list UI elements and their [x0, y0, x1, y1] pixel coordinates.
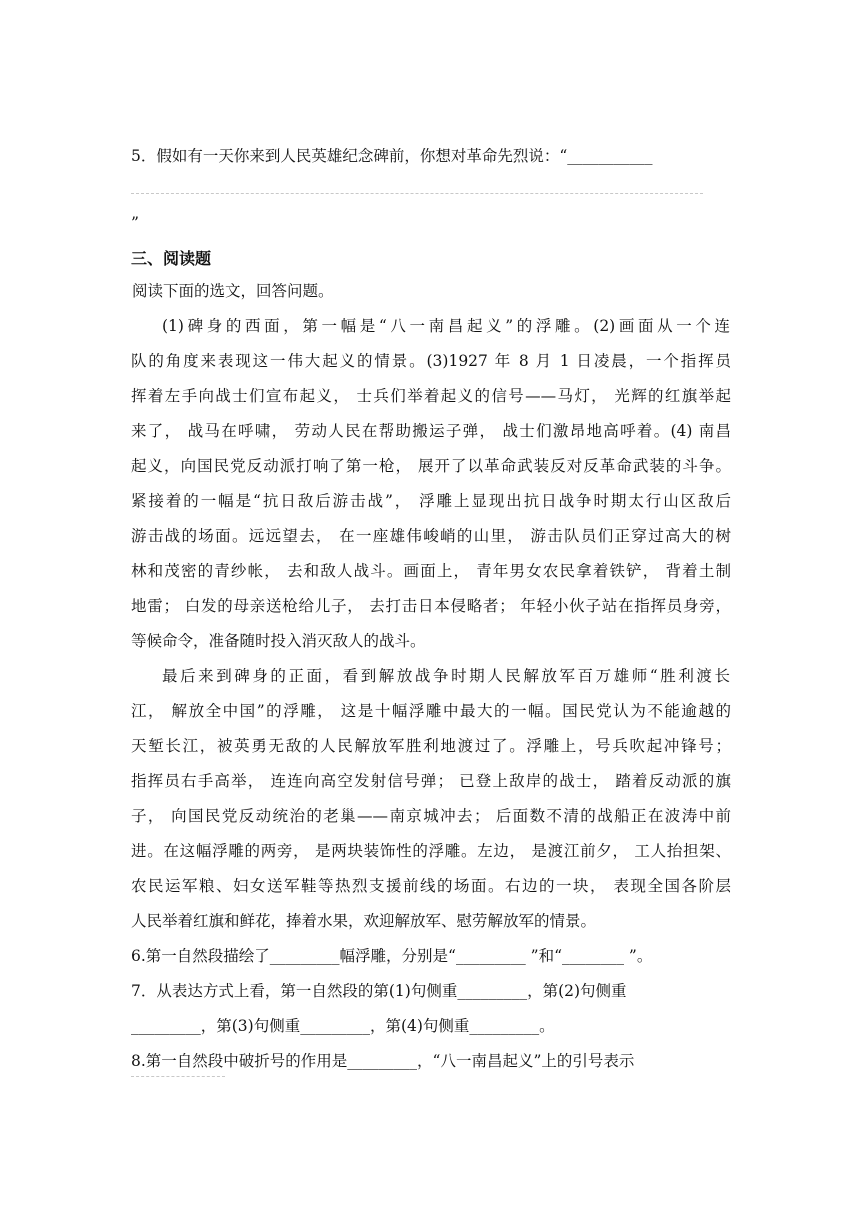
- passage-line: 人民举着红旗和鲜花，捧着水果，欢迎解放军、慰劳解放军的情景。: [131, 912, 597, 930]
- passage-line: 农民运军粮、妇女送军鞋等热烈支援前线的场面。右边的一块， 表现全国各阶层: [131, 877, 731, 895]
- passage-line: 等候命令，准备随时投入消灭敌人的战斗。: [131, 632, 426, 650]
- passage-line: 子， 向国民党反动统治的老巢——南京城冲去； 后面数不清的战船正在波涛中前: [131, 807, 731, 825]
- question-5-closing-quote: ”: [131, 214, 139, 232]
- section-title: 三、阅读题: [131, 249, 212, 268]
- passage-line: 天堑长江，被英勇无敌的人民解放军胜利地渡过了。浮雕上，号兵吹起冲锋号；: [131, 737, 731, 755]
- passage-line: 来了， 战马在呼啸， 劳动人民在帮助搬运子弹， 战士们激昂地高呼着。(4) 南昌: [131, 422, 731, 440]
- passage-line: 指挥员右手高举， 连连向高空发射信号弹； 已登上敌岸的战士， 踏着反动派的旗: [131, 772, 731, 790]
- answer-line: [131, 1076, 225, 1077]
- question-7-continued: _________，第(3)句侧重_________，第(4)句侧重_________。: [131, 1017, 555, 1035]
- passage-line: 江， 解放全中国”的浮雕， 这是十幅浮雕中最大的一幅。国民党认为不能逾越的: [131, 702, 731, 720]
- passage-line: 起义，向国民党反动派打响了第一枪， 展开了以革命武装反对反革命武装的斗争。: [131, 457, 731, 475]
- question-6: 6.第一自然段描绘了_________幅浮雕，分别是“_________ ”和“________ ”。: [131, 947, 653, 965]
- passage-line: 地雷； 白发的母亲送枪给儿子， 去打击日本侵略者； 年轻小伙子站在指挥员身旁，: [131, 597, 731, 615]
- passage-line: 林和茂密的青纱帐， 去和敌人战斗。画面上， 青年男女农民拿着铁铲， 背着土制: [131, 562, 731, 580]
- passage-line: 紧接着的一幅是“抗日敌后游击战”， 浮雕上显现出抗日战争时期太行山区敌后: [131, 492, 731, 510]
- passage-line: 队的角度来表现这一伟大起义的情景。(3)1927 年 8 月 1 日凌晨，一个指挥员: [131, 352, 731, 370]
- passage-line: (1)碑身的西面，第一幅是“八一南昌起义”的浮雕。(2)画面从一个连: [162, 317, 730, 335]
- question-7: 7．从表达方式上看，第一自然段的第(1)句侧重_________，第(2)句侧重: [131, 982, 627, 1000]
- passage-line: 进。在这幅浮雕的两旁， 是两块装饰性的浮雕。左边， 是渡江前夕， 工人抬担架、: [131, 842, 731, 860]
- question-8: 8.第一自然段中破折号的作用是_________，“八一南昌起义”上的引号表示: [131, 1052, 635, 1070]
- instruction: 阅读下面的选文，回答问题。: [132, 282, 334, 300]
- question-5: 5．假如有一天你来到人民英雄纪念碑前，你想对革命先烈说：“___________: [131, 147, 653, 165]
- passage-line: 最后来到碑身的正面，看到解放战争时期人民解放军百万雄师“胜利渡长: [162, 667, 730, 685]
- passage-line: 游击战的场面。远远望去， 在一座雄伟峻峭的山里， 游击队员们正穿过高大的树: [131, 527, 731, 545]
- passage-line: 挥着左手向战士们宣布起义， 士兵们举着起义的信号——马灯， 光辉的红旗举起: [131, 387, 731, 405]
- answer-line: [131, 193, 703, 194]
